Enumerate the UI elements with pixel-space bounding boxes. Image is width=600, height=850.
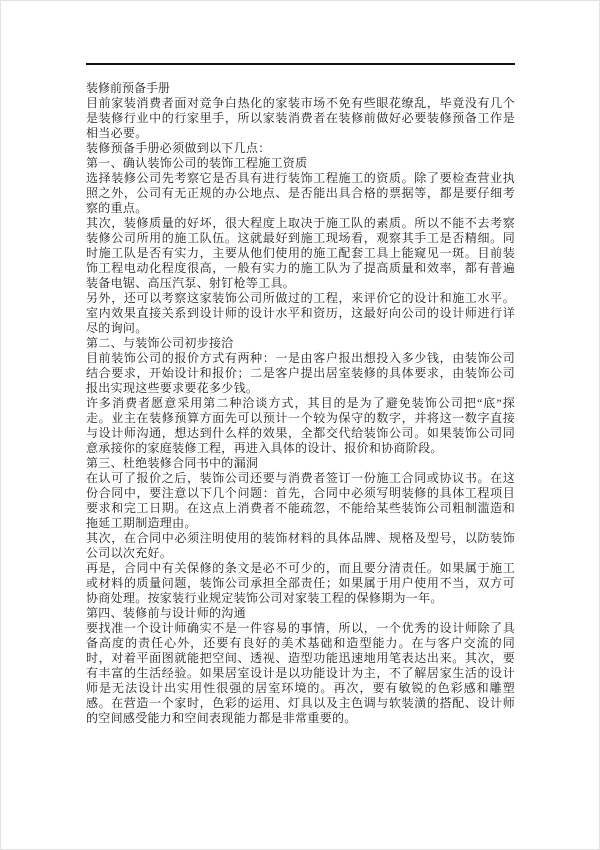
section-heading: 第三、杜绝装修合同书中的漏洞 [86, 456, 259, 470]
paragraph: 目前家装消费者面对竞争白热化的家装市场不免有些眼花缭乱，毕竟没有几个是装修行业中的行家里手，所以家装消费者在装修前做好必要装修预备工作是相当必要。 [86, 96, 515, 140]
paragraph: 选择装修公司先考察它是否具有进行装饰工程施工的资质。除了要检查营业执照之外，公司有无正规的办公地点、是否能出具合格的票据等，都是要仔细考察的重点。 [86, 171, 515, 215]
paragraph: 其次，装修质量的好坏，很大程度上取决于施工队的素质。所以不能不去考察装修公司所用的施工队伍。这就最好到施工现场看，观察其手工是否精细。同时施工队是否有实力，主要从他们使用的施工配套工具上能窥见一斑。目前装饰工程电动化程度很高，一般有实力的施工队为了提高质量和效率，都有普遍装备电锯、高压汽泵、射钉枪等工具。 [86, 216, 515, 290]
paragraph: 装修预备手册必须做到以下几点： [86, 141, 271, 155]
section-heading: 第四、装修前与设计师的沟通 [86, 606, 246, 620]
header-rule [86, 63, 515, 65]
section-heading: 第二、与装饰公司初步接洽 [86, 336, 234, 350]
section-heading: 第一、确认装饰公司的装饰工程施工资质 [86, 156, 308, 170]
doc-title: 装修前预备手册 [86, 81, 171, 95]
paragraph: 目前装饰公司的报价方式有两种：一是由客户报出想投入多少钱，由装饰公司结合要求，开始设计和报价；二是客户提出居室装修的具体要求，由装饰公司报出实现这些要求要花多少钱。 [86, 351, 515, 395]
paragraph: 许多消费者愿意采用第二种洽谈方式，其目的是为了避免装饰公司把“底”探走。业主在装修预算方面先可以预计一个较为保守的数字，并将这一数字直接与设计师沟通，想达到什么样的效果，全都交代给装饰公司。如果装饰公司同意承接你的家庭装修工程，再进入具体的设计、报价和协商阶段。 [86, 396, 515, 455]
paragraph: 要找准一个设计师确实不是一件容易的事情，所以，一个优秀的设计师除了具备高度的责任心外，还要有良好的美术基础和造型能力。在与客户交流的同时，对着平面图就能把空间、透视、造型功能迅速地用笔表达出来。其次，要有丰富的生活经验。如果居室设计是以功能设计为主，不了解居家生活的设计师是无法设计出实用性很强的居室环境的。再次，要有敏锐的色彩感和雕塑感。在营造一个家时，色彩的运用、灯具以及主色调与软装潢的搭配、设计师的空间感受能力和空间表现能力都是非常重要的。 [86, 621, 515, 725]
page-content [86, 63, 515, 726]
paragraph: 其次，在合同中必须注明使用的装饰材料的具体品牌、规格及型号，以防装饰公司以次充好。 [86, 531, 515, 560]
paragraph: 另外，还可以考察这家装饰公司所做过的工程，来评价它的设计和施工水平。室内效果直接关系到设计师的设计水平和资历，这最好向公司的设计师进行详尽的询问。 [86, 291, 515, 335]
paragraph: 再是，合同中有关保修的条文是必不可少的，而且要分清责任。如果属于施工或材料的质量问题，装饰公司承担全部责任；如果属于用户使用不当，双方可协商处理。按家装行业规定装饰公司对家装工程的保修期为一年。 [86, 561, 515, 605]
paragraph: 在认可了报价之后，装饰公司还要与消费者签订一份施工合同或协议书。在这份合同中，要注意以下几个问题：首先，合同中必须写明装修的具体工程项目要求和完工日期。在这点上消费者不能疏忽，不能给某些装饰公司粗制滥造和拖延工期制造理由。 [86, 471, 515, 530]
